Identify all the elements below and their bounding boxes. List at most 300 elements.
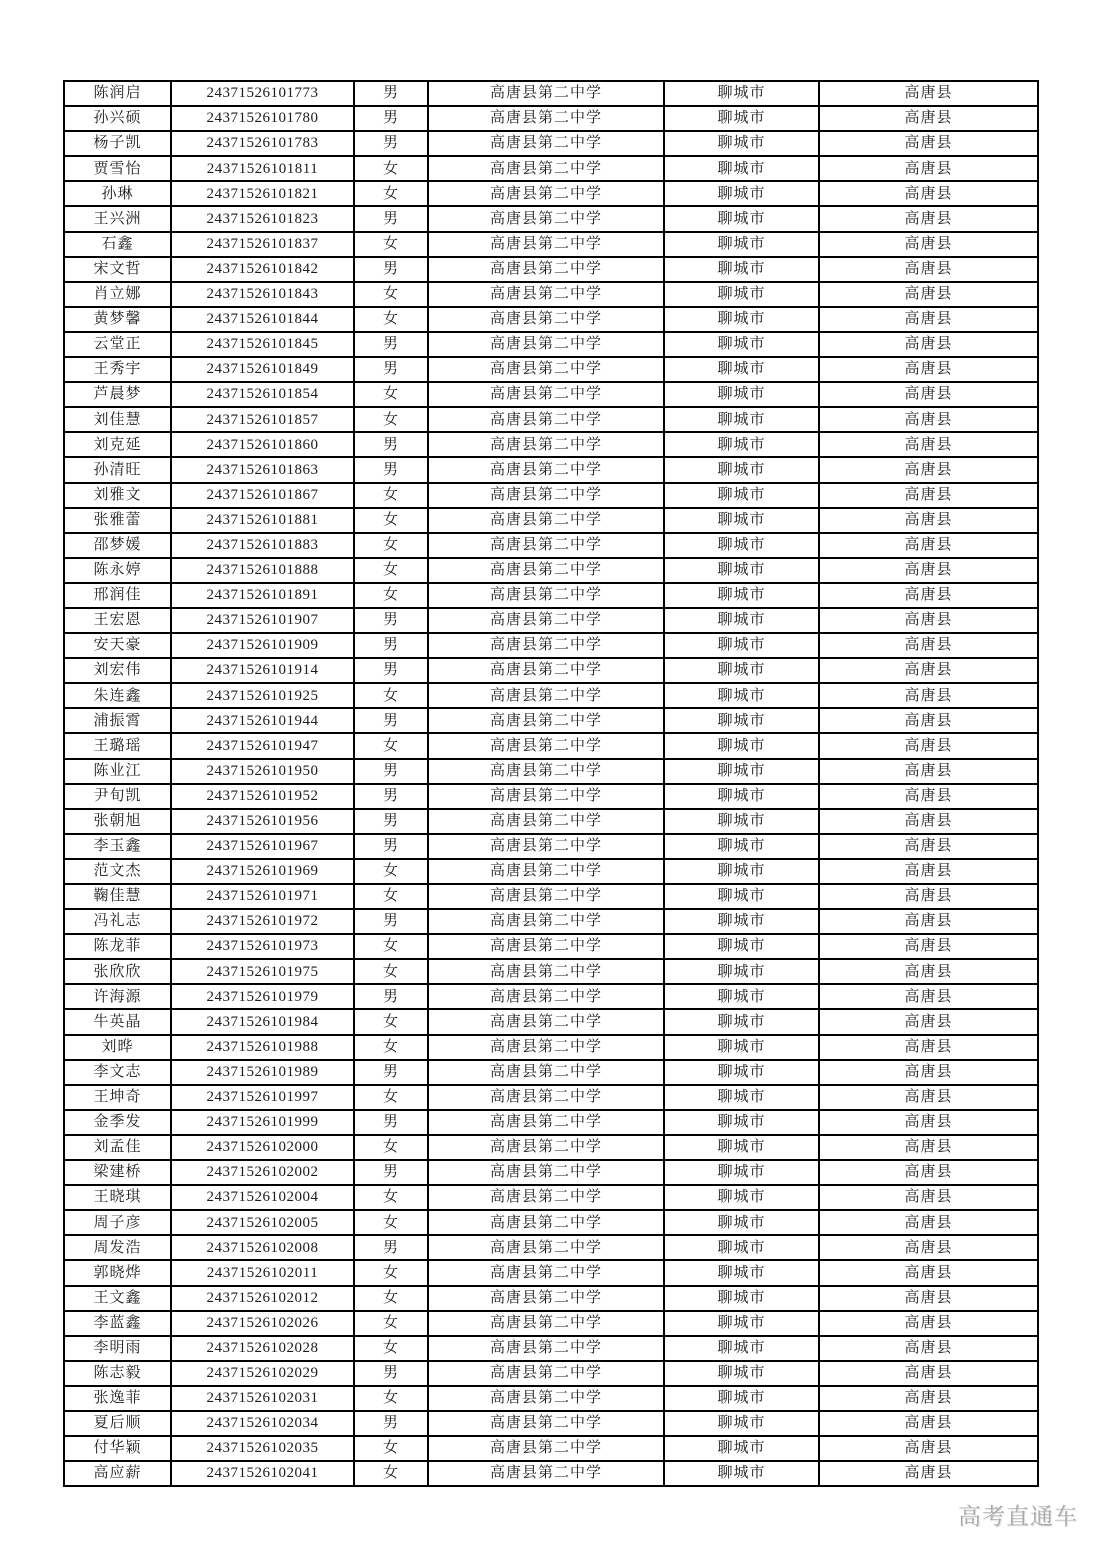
cell-exam_number: 24371526101843 xyxy=(171,282,354,307)
cell-county: 高唐县 xyxy=(819,457,1038,482)
cell-county: 高唐县 xyxy=(819,483,1038,508)
student-row xyxy=(64,357,1038,382)
student-row xyxy=(64,809,1038,834)
cell-school: 高唐县第二中学 xyxy=(428,934,664,959)
cell-name: 刘孟佳 xyxy=(64,1135,171,1160)
cell-name: 宋文哲 xyxy=(64,257,171,282)
cell-county: 高唐县 xyxy=(819,1411,1038,1436)
cell-gender: 女 xyxy=(354,859,428,884)
cell-county: 高唐县 xyxy=(819,658,1038,683)
cell-county: 高唐县 xyxy=(819,984,1038,1009)
cell-county: 高唐县 xyxy=(819,884,1038,909)
cell-gender: 男 xyxy=(354,809,428,834)
cell-county: 高唐县 xyxy=(819,809,1038,834)
student-row xyxy=(64,859,1038,884)
cell-exam_number: 24371526101863 xyxy=(171,457,354,482)
cell-exam_number: 24371526101967 xyxy=(171,834,354,859)
cell-city: 聊城市 xyxy=(664,1311,819,1336)
cell-exam_number: 24371526101944 xyxy=(171,708,354,733)
cell-gender: 女 xyxy=(354,1035,428,1060)
student-row xyxy=(64,1235,1038,1260)
student-row xyxy=(64,1361,1038,1386)
student-row xyxy=(64,733,1038,758)
cell-gender: 女 xyxy=(354,934,428,959)
cell-city: 聊城市 xyxy=(664,1235,819,1260)
student-row xyxy=(64,658,1038,683)
cell-city: 聊城市 xyxy=(664,457,819,482)
cell-school: 高唐县第二中学 xyxy=(428,1286,664,1311)
student-row xyxy=(64,382,1038,407)
cell-gender: 男 xyxy=(354,1110,428,1135)
student-row xyxy=(64,909,1038,934)
cell-gender: 男 xyxy=(354,1160,428,1185)
cell-gender: 女 xyxy=(354,508,428,533)
cell-school: 高唐县第二中学 xyxy=(428,156,664,181)
cell-exam_number: 24371526101989 xyxy=(171,1060,354,1085)
cell-county: 高唐县 xyxy=(819,909,1038,934)
cell-city: 聊城市 xyxy=(664,1060,819,1085)
cell-name: 浦振霄 xyxy=(64,708,171,733)
cell-city: 聊城市 xyxy=(664,232,819,257)
cell-school: 高唐县第二中学 xyxy=(428,884,664,909)
cell-exam_number: 24371526101883 xyxy=(171,533,354,558)
cell-gender: 女 xyxy=(354,1135,428,1160)
cell-gender: 女 xyxy=(354,1461,428,1486)
cell-school: 高唐县第二中学 xyxy=(428,382,664,407)
cell-name: 刘宏伟 xyxy=(64,658,171,683)
student-row xyxy=(64,156,1038,181)
cell-name: 肖立娜 xyxy=(64,282,171,307)
cell-city: 聊城市 xyxy=(664,1110,819,1135)
cell-school: 高唐县第二中学 xyxy=(428,984,664,1009)
cell-county: 高唐县 xyxy=(819,1461,1038,1486)
cell-gender: 男 xyxy=(354,332,428,357)
cell-county: 高唐县 xyxy=(819,1361,1038,1386)
cell-county: 高唐县 xyxy=(819,1235,1038,1260)
cell-school: 高唐县第二中学 xyxy=(428,1135,664,1160)
cell-gender: 女 xyxy=(354,1009,428,1034)
cell-city: 聊城市 xyxy=(664,181,819,206)
student-row xyxy=(64,1386,1038,1411)
cell-exam_number: 24371526102011 xyxy=(171,1260,354,1285)
cell-city: 聊城市 xyxy=(664,1260,819,1285)
cell-county: 高唐县 xyxy=(819,282,1038,307)
student-row xyxy=(64,181,1038,206)
cell-county: 高唐县 xyxy=(819,784,1038,809)
cell-city: 聊城市 xyxy=(664,1386,819,1411)
cell-exam_number: 24371526102005 xyxy=(171,1210,354,1235)
cell-city: 聊城市 xyxy=(664,156,819,181)
cell-name: 朱连鑫 xyxy=(64,683,171,708)
cell-county: 高唐县 xyxy=(819,257,1038,282)
student-row xyxy=(64,332,1038,357)
cell-exam_number: 24371526102012 xyxy=(171,1286,354,1311)
cell-city: 聊城市 xyxy=(664,558,819,583)
student-row xyxy=(64,232,1038,257)
cell-gender: 女 xyxy=(354,884,428,909)
cell-county: 高唐县 xyxy=(819,1135,1038,1160)
cell-gender: 男 xyxy=(354,1361,428,1386)
cell-gender: 男 xyxy=(354,81,428,106)
student-row xyxy=(64,307,1038,332)
cell-school: 高唐县第二中学 xyxy=(428,1235,664,1260)
student-row xyxy=(64,1336,1038,1361)
cell-county: 高唐县 xyxy=(819,1336,1038,1361)
cell-name: 杨子凯 xyxy=(64,131,171,156)
cell-city: 聊城市 xyxy=(664,483,819,508)
cell-city: 聊城市 xyxy=(664,282,819,307)
cell-exam_number: 24371526101947 xyxy=(171,733,354,758)
cell-gender: 男 xyxy=(354,457,428,482)
cell-city: 聊城市 xyxy=(664,759,819,784)
cell-name: 陈永婷 xyxy=(64,558,171,583)
cell-name: 黄梦馨 xyxy=(64,307,171,332)
cell-exam_number: 24371526101837 xyxy=(171,232,354,257)
cell-name: 王宏恩 xyxy=(64,608,171,633)
cell-city: 聊城市 xyxy=(664,934,819,959)
cell-name: 周子彦 xyxy=(64,1210,171,1235)
cell-county: 高唐县 xyxy=(819,633,1038,658)
cell-school: 高唐县第二中学 xyxy=(428,633,664,658)
cell-city: 聊城市 xyxy=(664,1160,819,1185)
cell-name: 李明雨 xyxy=(64,1336,171,1361)
cell-county: 高唐县 xyxy=(819,834,1038,859)
cell-gender: 男 xyxy=(354,357,428,382)
cell-gender: 女 xyxy=(354,683,428,708)
cell-city: 聊城市 xyxy=(664,81,819,106)
cell-county: 高唐县 xyxy=(819,156,1038,181)
cell-name: 孙兴硕 xyxy=(64,106,171,131)
cell-gender: 女 xyxy=(354,1185,428,1210)
student-row xyxy=(64,1311,1038,1336)
cell-exam_number: 24371526101849 xyxy=(171,357,354,382)
cell-name: 王秀宇 xyxy=(64,357,171,382)
cell-city: 聊城市 xyxy=(664,508,819,533)
cell-exam_number: 24371526101888 xyxy=(171,558,354,583)
cell-county: 高唐县 xyxy=(819,1035,1038,1060)
student-row xyxy=(64,407,1038,432)
cell-exam_number: 24371526101783 xyxy=(171,131,354,156)
cell-name: 尹旬凯 xyxy=(64,784,171,809)
cell-city: 聊城市 xyxy=(664,683,819,708)
cell-name: 安天豪 xyxy=(64,633,171,658)
cell-school: 高唐县第二中学 xyxy=(428,533,664,558)
cell-school: 高唐县第二中学 xyxy=(428,809,664,834)
cell-gender: 男 xyxy=(354,909,428,934)
cell-city: 聊城市 xyxy=(664,959,819,984)
cell-name: 刘克延 xyxy=(64,432,171,457)
cell-county: 高唐县 xyxy=(819,1085,1038,1110)
cell-name: 冯礼志 xyxy=(64,909,171,934)
cell-exam_number: 24371526101844 xyxy=(171,307,354,332)
cell-county: 高唐县 xyxy=(819,332,1038,357)
cell-exam_number: 24371526101811 xyxy=(171,156,354,181)
cell-gender: 男 xyxy=(354,1411,428,1436)
student-row xyxy=(64,533,1038,558)
cell-city: 聊城市 xyxy=(664,1009,819,1034)
student-row xyxy=(64,1110,1038,1135)
cell-school: 高唐县第二中学 xyxy=(428,583,664,608)
cell-gender: 男 xyxy=(354,608,428,633)
cell-county: 高唐县 xyxy=(819,759,1038,784)
cell-name: 孙琳 xyxy=(64,181,171,206)
cell-name: 陈志毅 xyxy=(64,1361,171,1386)
cell-county: 高唐县 xyxy=(819,432,1038,457)
cell-exam_number: 24371526101881 xyxy=(171,508,354,533)
student-row xyxy=(64,884,1038,909)
cell-exam_number: 24371526102035 xyxy=(171,1436,354,1461)
cell-name: 王坤奇 xyxy=(64,1085,171,1110)
cell-city: 聊城市 xyxy=(664,1085,819,1110)
cell-city: 聊城市 xyxy=(664,1461,819,1486)
cell-school: 高唐县第二中学 xyxy=(428,608,664,633)
cell-gender: 男 xyxy=(354,131,428,156)
cell-gender: 女 xyxy=(354,1311,428,1336)
cell-school: 高唐县第二中学 xyxy=(428,282,664,307)
cell-city: 聊城市 xyxy=(664,206,819,231)
cell-school: 高唐县第二中学 xyxy=(428,1436,664,1461)
cell-school: 高唐县第二中学 xyxy=(428,81,664,106)
cell-exam_number: 24371526101854 xyxy=(171,382,354,407)
cell-county: 高唐县 xyxy=(819,733,1038,758)
cell-exam_number: 24371526101845 xyxy=(171,332,354,357)
cell-gender: 男 xyxy=(354,784,428,809)
cell-city: 聊城市 xyxy=(664,407,819,432)
student-row xyxy=(64,483,1038,508)
cell-school: 高唐县第二中学 xyxy=(428,558,664,583)
student-row xyxy=(64,1210,1038,1235)
cell-city: 聊城市 xyxy=(664,859,819,884)
cell-city: 聊城市 xyxy=(664,1135,819,1160)
cell-gender: 女 xyxy=(354,558,428,583)
cell-school: 高唐县第二中学 xyxy=(428,1411,664,1436)
cell-gender: 男 xyxy=(354,658,428,683)
cell-exam_number: 24371526101971 xyxy=(171,884,354,909)
student-row xyxy=(64,1185,1038,1210)
cell-exam_number: 24371526101984 xyxy=(171,1009,354,1034)
cell-name: 周发浩 xyxy=(64,1235,171,1260)
cell-exam_number: 24371526102000 xyxy=(171,1135,354,1160)
cell-name: 王兴洲 xyxy=(64,206,171,231)
cell-name: 孙清旺 xyxy=(64,457,171,482)
cell-county: 高唐县 xyxy=(819,508,1038,533)
cell-name: 夏后顺 xyxy=(64,1411,171,1436)
cell-name: 李玉鑫 xyxy=(64,834,171,859)
cell-gender: 女 xyxy=(354,1436,428,1461)
student-row xyxy=(64,1461,1038,1486)
cell-name: 张朝旭 xyxy=(64,809,171,834)
cell-city: 聊城市 xyxy=(664,583,819,608)
cell-exam_number: 24371526101952 xyxy=(171,784,354,809)
cell-gender: 女 xyxy=(354,533,428,558)
cell-name: 陈龙菲 xyxy=(64,934,171,959)
cell-school: 高唐县第二中学 xyxy=(428,959,664,984)
student-row xyxy=(64,1135,1038,1160)
cell-county: 高唐县 xyxy=(819,1260,1038,1285)
student-row xyxy=(64,1286,1038,1311)
cell-gender: 女 xyxy=(354,1260,428,1285)
cell-county: 高唐县 xyxy=(819,1386,1038,1411)
cell-city: 聊城市 xyxy=(664,1436,819,1461)
cell-name: 郭晓烨 xyxy=(64,1260,171,1285)
cell-school: 高唐县第二中学 xyxy=(428,759,664,784)
cell-name: 王晓琪 xyxy=(64,1185,171,1210)
cell-gender: 女 xyxy=(354,382,428,407)
cell-city: 聊城市 xyxy=(664,1411,819,1436)
cell-city: 聊城市 xyxy=(664,357,819,382)
student-row xyxy=(64,708,1038,733)
cell-exam_number: 24371526101891 xyxy=(171,583,354,608)
cell-exam_number: 24371526102029 xyxy=(171,1361,354,1386)
cell-school: 高唐县第二中学 xyxy=(428,457,664,482)
cell-school: 高唐县第二中学 xyxy=(428,1085,664,1110)
cell-county: 高唐县 xyxy=(819,307,1038,332)
cell-exam_number: 24371526102026 xyxy=(171,1311,354,1336)
cell-school: 高唐县第二中学 xyxy=(428,1336,664,1361)
student-row xyxy=(64,633,1038,658)
cell-gender: 女 xyxy=(354,1286,428,1311)
cell-exam_number: 24371526102028 xyxy=(171,1336,354,1361)
student-row xyxy=(64,1060,1038,1085)
student-row xyxy=(64,834,1038,859)
cell-gender: 女 xyxy=(354,733,428,758)
cell-school: 高唐县第二中学 xyxy=(428,307,664,332)
cell-county: 高唐县 xyxy=(819,708,1038,733)
cell-exam_number: 24371526101988 xyxy=(171,1035,354,1060)
student-row xyxy=(64,432,1038,457)
cell-city: 聊城市 xyxy=(664,1336,819,1361)
student-row xyxy=(64,1260,1038,1285)
student-row xyxy=(64,1160,1038,1185)
cell-name: 张逸菲 xyxy=(64,1386,171,1411)
cell-gender: 男 xyxy=(354,1060,428,1085)
student-row xyxy=(64,784,1038,809)
cell-school: 高唐县第二中学 xyxy=(428,784,664,809)
cell-city: 聊城市 xyxy=(664,1185,819,1210)
cell-gender: 女 xyxy=(354,1210,428,1235)
cell-gender: 女 xyxy=(354,1085,428,1110)
cell-gender: 女 xyxy=(354,583,428,608)
cell-gender: 女 xyxy=(354,483,428,508)
cell-school: 高唐县第二中学 xyxy=(428,357,664,382)
cell-county: 高唐县 xyxy=(819,1311,1038,1336)
cell-school: 高唐县第二中学 xyxy=(428,834,664,859)
cell-name: 李蓝鑫 xyxy=(64,1311,171,1336)
cell-city: 聊城市 xyxy=(664,884,819,909)
cell-name: 王璐瑶 xyxy=(64,733,171,758)
cell-gender: 男 xyxy=(354,834,428,859)
cell-county: 高唐县 xyxy=(819,1210,1038,1235)
cell-school: 高唐县第二中学 xyxy=(428,1260,664,1285)
cell-name: 贾雪怡 xyxy=(64,156,171,181)
cell-city: 聊城市 xyxy=(664,1035,819,1060)
cell-name: 刘佳慧 xyxy=(64,407,171,432)
cell-county: 高唐县 xyxy=(819,558,1038,583)
student-row xyxy=(64,1436,1038,1461)
cell-gender: 女 xyxy=(354,181,428,206)
cell-exam_number: 24371526101867 xyxy=(171,483,354,508)
student-row xyxy=(64,282,1038,307)
cell-school: 高唐县第二中学 xyxy=(428,708,664,733)
cell-school: 高唐县第二中学 xyxy=(428,131,664,156)
cell-name: 刘雅文 xyxy=(64,483,171,508)
cell-gender: 女 xyxy=(354,1386,428,1411)
cell-exam_number: 24371526101969 xyxy=(171,859,354,884)
cell-city: 聊城市 xyxy=(664,834,819,859)
student-row xyxy=(64,257,1038,282)
cell-exam_number: 24371526101909 xyxy=(171,633,354,658)
cell-name: 金季发 xyxy=(64,1110,171,1135)
cell-exam_number: 24371526101857 xyxy=(171,407,354,432)
cell-city: 聊城市 xyxy=(664,984,819,1009)
student-row xyxy=(64,1009,1038,1034)
cell-county: 高唐县 xyxy=(819,1110,1038,1135)
student-roster-table xyxy=(63,80,1039,1487)
cell-gender: 男 xyxy=(354,984,428,1009)
cell-city: 聊城市 xyxy=(664,733,819,758)
cell-exam_number: 24371526101860 xyxy=(171,432,354,457)
cell-gender: 女 xyxy=(354,1336,428,1361)
cell-county: 高唐县 xyxy=(819,131,1038,156)
cell-school: 高唐县第二中学 xyxy=(428,1386,664,1411)
cell-name: 牛英晶 xyxy=(64,1009,171,1034)
cell-city: 聊城市 xyxy=(664,131,819,156)
cell-school: 高唐县第二中学 xyxy=(428,407,664,432)
student-row xyxy=(64,131,1038,156)
cell-name: 云堂正 xyxy=(64,332,171,357)
cell-city: 聊城市 xyxy=(664,658,819,683)
cell-county: 高唐县 xyxy=(819,959,1038,984)
cell-gender: 男 xyxy=(354,206,428,231)
cell-gender: 男 xyxy=(354,759,428,784)
cell-name: 许海源 xyxy=(64,984,171,1009)
student-row xyxy=(64,1035,1038,1060)
cell-gender: 女 xyxy=(354,232,428,257)
cell-county: 高唐县 xyxy=(819,407,1038,432)
cell-county: 高唐县 xyxy=(819,232,1038,257)
cell-name: 石鑫 xyxy=(64,232,171,257)
student-row xyxy=(64,1085,1038,1110)
cell-gender: 女 xyxy=(354,156,428,181)
student-row xyxy=(64,558,1038,583)
cell-name: 芦晨梦 xyxy=(64,382,171,407)
cell-county: 高唐县 xyxy=(819,533,1038,558)
student-row xyxy=(64,984,1038,1009)
cell-exam_number: 24371526102031 xyxy=(171,1386,354,1411)
cell-name: 付华颖 xyxy=(64,1436,171,1461)
cell-county: 高唐县 xyxy=(819,206,1038,231)
cell-school: 高唐县第二中学 xyxy=(428,1210,664,1235)
cell-county: 高唐县 xyxy=(819,1436,1038,1461)
cell-school: 高唐县第二中学 xyxy=(428,106,664,131)
cell-exam_number: 24371526102004 xyxy=(171,1185,354,1210)
cell-name: 王文鑫 xyxy=(64,1286,171,1311)
cell-city: 聊城市 xyxy=(664,909,819,934)
cell-exam_number: 24371526101780 xyxy=(171,106,354,131)
cell-city: 聊城市 xyxy=(664,809,819,834)
student-row xyxy=(64,934,1038,959)
cell-name: 张欣欣 xyxy=(64,959,171,984)
cell-exam_number: 24371526101773 xyxy=(171,81,354,106)
cell-school: 高唐县第二中学 xyxy=(428,909,664,934)
cell-city: 聊城市 xyxy=(664,1361,819,1386)
cell-school: 高唐县第二中学 xyxy=(428,332,664,357)
cell-city: 聊城市 xyxy=(664,432,819,457)
cell-city: 聊城市 xyxy=(664,106,819,131)
cell-name: 梁建桥 xyxy=(64,1160,171,1185)
student-row xyxy=(64,206,1038,231)
cell-exam_number: 24371526101997 xyxy=(171,1085,354,1110)
